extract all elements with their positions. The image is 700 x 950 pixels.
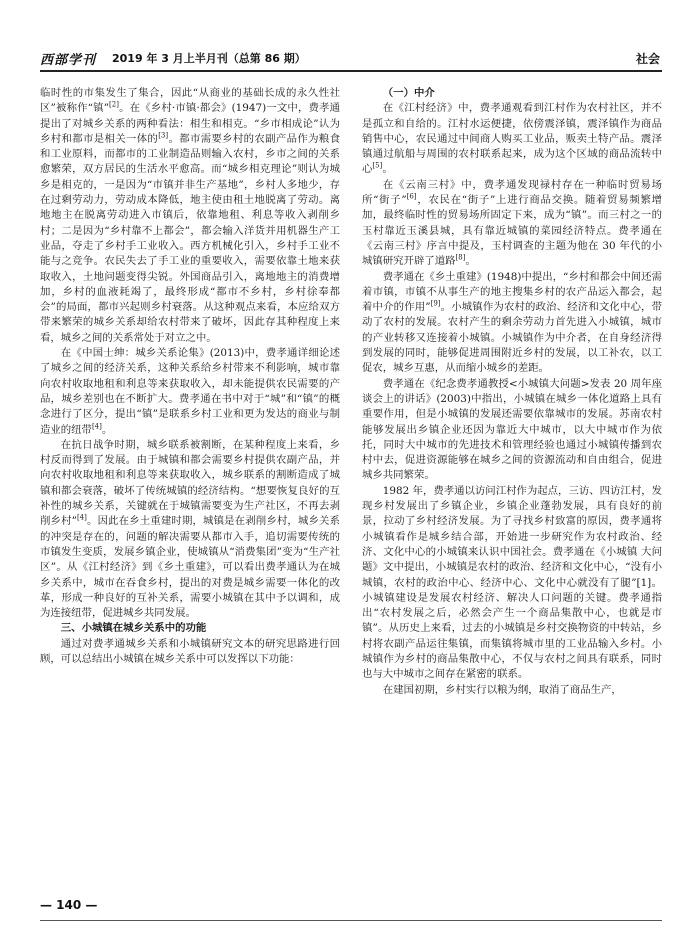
body-paragraph (40, 86, 340, 346)
section-heading: 三、小城镇在城乡关系中的功能 (60, 622, 207, 635)
right-column (362, 86, 662, 891)
paragraph-text: 通过对费孝通城乡关系和小城镇研究文本的研究思路进行回顾，可以总结出小城镇在城乡关系中可以发挥以下功能： (40, 637, 340, 665)
citation-ref: [4] (76, 513, 87, 522)
section-heading: （一）中介 (382, 87, 435, 99)
paragraph-text: 1982 年，费孝通以访问江村作为起点，三访、四访江村，发现乡村发展出了乡镇企业，乡镇企业蓬勃发展，具有良好的前景，拉动了乡村经济发展。为了寻找乡村致富的原因，费孝通将小城镇看作是城乡结合部，开始进一步研究作为农村政治、经济、文化中心的小城镇来认识中国社会。费孝通在《小城镇 大问题》文中提出，小城镇是农村的政治、经济和文化中心，“没有小城镇，农村的政治中心、经济中心、文化中心就没有了腿”[1]。小城镇建设是发展农村经济、解决人口问题的关键。费孝通指出“农村发展之后，必然会产生一个商品集散中心，也就是市镇”。从历史上来看，过去的小城镇是乡村交换物资的中转站，乡村将农副产品运往集镇，而集镇将城市里的工业品输入乡村。小城镇作为乡村的商品集散中心，不仅与农村之间具有联系，同时也与大中城市之间存在紧密的联系。 (362, 484, 662, 681)
body-paragraph (362, 484, 662, 683)
paragraph-text: 费孝通在《乡土重建》(1948)中提出，“乡村和都会中间还需着市镇，市镇不从事生产的地主搜集乡村的农产品运入都会，起着中介的作用” (362, 270, 662, 314)
body-paragraph (40, 637, 340, 668)
paragraph-text: ，农民在“街子”上进行商品交换。随着贸易频繁增加，最终临时性的贸易场所固定下来，成为“镇”。而三村之一的玉村靠近玉溪县城，具有靠近城镇的菜园经济特点。费孝通在《云南三村》序言中提及，玉村调查的主题为他在 30 年代的小城镇研究开辟了道路 (362, 194, 662, 268)
body-paragraph (40, 346, 340, 438)
paragraph-text: 临时性的市集发生了集合，因此“从商业的基础长成的永久性社区”被称作“镇” (40, 87, 340, 115)
paragraph-text: 在《云南三村》中，费孝通发现禄村存在一种临时贸易场所“街子” (362, 178, 662, 207)
body-paragraph (362, 683, 662, 698)
paragraph-text: 在建国初期，乡村实行以粮为纲，取消了商品生产， (382, 683, 622, 696)
citation-ref: [9] (430, 299, 441, 308)
body-paragraph (362, 101, 662, 177)
paragraph-text: 。 (382, 163, 393, 176)
citation-ref: [6] (406, 192, 417, 201)
page-number: — 140 — (40, 898, 98, 912)
paragraph-text: 在抗日战争时期，城乡联系被割断，在某种程度上来看，乡村反而得到了发展。由于城镇和都会需要乡村提供农副产品，并向农村收取地租和利息等来获取收入，城乡联系的割断造成了城镇和都会衰落，破坏了传统城镇的经济结构。“想要恢复良好的互补性的城乡关系，关键就在于城镇需要变为生产社区，不再去剥削乡村” (40, 438, 340, 528)
paragraph-text: 在《江村经济》中，费孝通观看到江村作为农村社区，并不是孤立和自给的。江村水运便捷，依傍震泽镇，震泽镇作为商品销售中心，农民通过中间商人购买工业品，贩卖土特产品。震泽镇通过航船与周围的农村联系起来，成为这个区域的商品流转中心 (362, 102, 662, 176)
paragraph-text: 。小城镇作为农村的政治、经济和文化中心，带动了农村的发展。农村产生的剩余劳动力首先进入小城镇，城市的产业转移又连接着小城镇。小城镇作为中介者，在自身经济得到发展的同时，能够促进周围附近乡村的发展，以工补农，以工促农，城乡互惠，从而缩小城乡的差距。 (362, 301, 662, 375)
paragraph-text: 。 (465, 255, 476, 268)
paragraph-text: 费孝通在《纪念费孝通教授<小城镇大问题>发表 20 周年座谈会上的讲话》(2003)中指出，小城镇在城乡一体化道路上具有重要作用，但是小城镇的发展还需要依靠城市的发展。苏南农村能够发展出乡镇企业还因为靠近大中城市，以大中城市作为依托，同时大中城市的先进技术和管理经验也通过小城镇传播到农村中去，促进资源能够在城乡之间的资源流动和自由组合，促进城乡共同繁荣。 (362, 377, 662, 482)
section-label: 社会 (635, 52, 660, 66)
citation-ref: [4] (91, 422, 102, 431)
body-paragraph (40, 438, 340, 622)
left-column (40, 86, 340, 891)
citation-ref: [5] (372, 162, 383, 171)
footer-rule (40, 920, 662, 921)
citation-ref: [8] (455, 253, 466, 262)
body-paragraph (362, 178, 662, 270)
header-rule (40, 70, 662, 72)
issue-info: 2019 年 3 月上半月刊（总第 86 期） (112, 52, 306, 65)
citation-ref: [3] (158, 131, 169, 140)
body-paragraph (362, 270, 662, 377)
citation-ref: [2] (109, 100, 119, 109)
paragraph-text: 在《中国士绅：城乡关系论集》(2013)中，费孝通详细论述了城乡之间的经济关系，这种关系给乡村带来不利影响，城市靠向农村收取地租和利息等来获取收入，却未能提供农民需要的产品，城乡差别也在不断扩大。费孝通在书中对于“城”和“镇”的概念进行了区分，提出“镇”是联系乡村工业和更为发达的商业与制造业的纽带 (40, 347, 340, 436)
paragraph-text: 。在《乡村·市镇·都会》(1947)一文中，费孝通提出了对城乡关系的两种看法：相生和相克。“乡市相成论”认为乡村和都市是相关一体的 (40, 102, 340, 145)
paragraph-text: 。因此在乡土重建时期，城镇是在剥削乡村，城乡关系的冲突是存在的，问题的解决需要从都市入手，追切需要传统的市镇发生变质，发展乡镇企业，使城镇从“消费集团”变为“生产社区”。从《江村经济》到《乡土重建》，可以看出费孝通认为在城乡关系中，城市在吞食乡村，提出的对费是城乡需要一体化的改革，形成一种良好的互补关系，需要小城镇在其中予以调和，成为连接纽带，促进城乡共同发展。 (40, 515, 340, 620)
running-header (0, 0, 700, 70)
body-paragraph (362, 377, 662, 484)
paragraph-text: 。都市需要乡村的农副产品作为粮食和工业原料，而都市的工业制造品则输入农村，乡市之间的关系愈繁荣，双方居民的生活水平愈高。而“城乡相克理论”则认为城乡是相克的，一是因为“市镇并非生产基地”，乡村人多地少，存在过剩劳动力，劳动成本降低，地主使由租土地脱离了劳动。离地地主在脱离劳动进入市镇后，依靠地租、利息等收入剥削乡村；二是因为“乡村靠不上都会”，都会输入洋货并用机器生产工业品，夺走了乡村手工业收入。西方机械化引入，乡村手工业不能与之竞争。农民失去了手工业的重要收入，需要依靠土地来获取收入，土地问题变得尖锐。外国商品引入，离地地主的消费增加，乡村的血液耗竭了，最终形成“都市不乡村，乡村徐奉都会”的局面，都市兴起则乡村衰落。从这种观点来看，本应给双方带来繁荣的城乡关系却给农村带来了破坏，因此存其种程度上来看，城乡之间的关系常处于对立之中。 (40, 132, 340, 344)
journal-logo: 西部学刊 (40, 53, 97, 68)
paragraph-text: 。 (101, 423, 113, 436)
